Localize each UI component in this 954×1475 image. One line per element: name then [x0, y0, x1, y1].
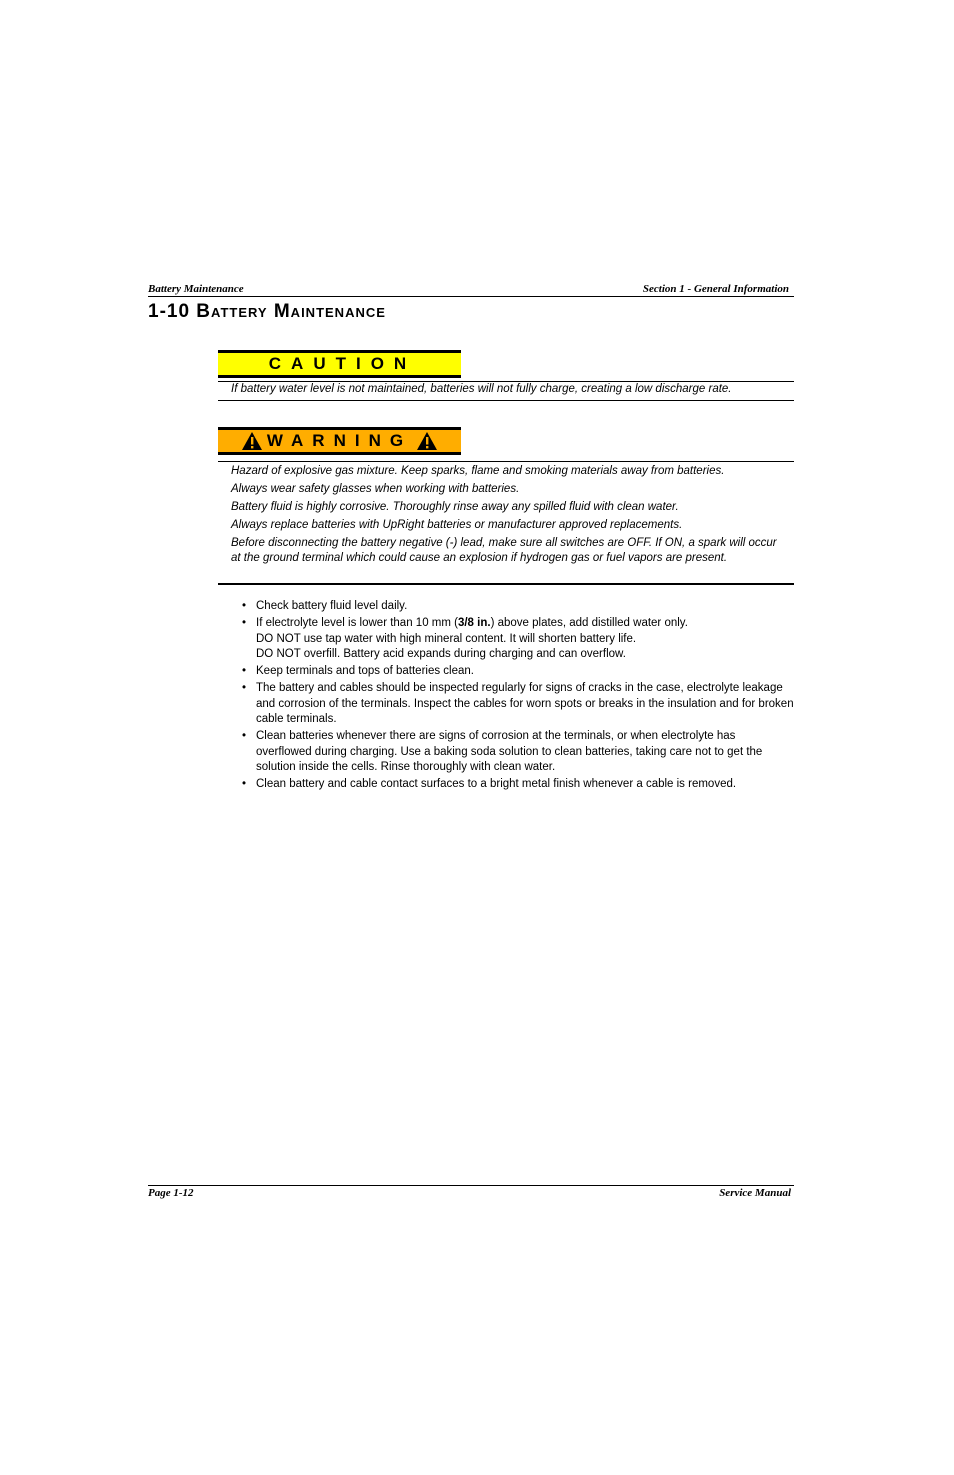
warning-item: Battery fluid is highly corrosive. Thoroughly rinse away any spilled fluid with clean water. [231, 501, 679, 513]
caution-label: CAUTION [268, 354, 417, 373]
measurement-bold: 3/8 in. [457, 617, 491, 629]
warning-triangle-icon [241, 431, 263, 451]
list-item: • The battery and cables should be inspected regularly for signs of cracks in the case, electrolyte leakage and corrosion of the terminals. Inspect the cables for worn spots or breaks in the insulation and for broken cable terminals. [242, 681, 794, 728]
section-title: 1-10 Battery Maintenance [148, 301, 386, 322]
list-subline: DO NOT use tap water with high mineral content. It will shorten battery life. [256, 632, 637, 645]
warning-item: Always replace batteries with UpRight batteries or manufacturer approved replacements. [231, 519, 683, 531]
warning-item: Hazard of explosive gas mixture. Keep sparks, flame and smoking materials away from batteries. [231, 465, 725, 477]
list-item: • Clean battery and cable contact surfaces to a bright metal finish whenever a cable is removed. [242, 777, 794, 793]
list-item: • Clean batteries whenever there are signs of corrosion at the terminals, or when electrolyte has overflowed during charging. Use a baking soda solution to clean batteries, taking care not to get the solution inside the cells. Rinse thoroughly with clean water. [242, 729, 794, 776]
warning-rule-top [218, 461, 794, 462]
list-item: • Keep terminals and tops of batteries clean. [242, 664, 794, 680]
warning-banner [218, 427, 461, 455]
header-left: Battery Maintenance [148, 283, 244, 295]
caution-banner [218, 350, 461, 378]
maintenance-list [242, 599, 794, 794]
warning-item: Before disconnecting the battery negative (-) lead, make sure all switches are OFF. If ON, a spark will occur at the ground terminal which could cause an explosion if hydrogen gas or fuel vapors are present. [231, 537, 777, 564]
list-subline: DO NOT overfill. Battery acid expands during charging and can overflow. [256, 648, 626, 660]
caution-text: If battery water level is not maintained, batteries will not fully charge, creating a low discharge rate. [231, 383, 732, 395]
warning-item: Always wear safety glasses when working with batteries. [231, 483, 520, 495]
list-item: • If electrolyte level is lower than 10 mm (3/8 in.) above plates, add distilled water only. DO NOT use tap water with high mineral content. It will shorten battery life. DO NOT overfill. Battery acid expands during charging and can overflow. [242, 616, 794, 663]
footer-page-number: Page 1-12 [148, 1187, 194, 1199]
footer-title: Service Manual [719, 1187, 791, 1199]
footer-rule [148, 1185, 794, 1186]
list-item: • Check battery fluid level daily. [242, 599, 794, 615]
header-rule [148, 296, 794, 297]
warning-triangle-icon [416, 431, 438, 451]
header-right: Section 1 - General Information [642, 283, 789, 295]
warning-label: WARNING [266, 431, 413, 450]
warning-list [231, 464, 786, 569]
warning-rule-bottom [218, 583, 794, 585]
caution-rule-bottom [218, 400, 794, 401]
